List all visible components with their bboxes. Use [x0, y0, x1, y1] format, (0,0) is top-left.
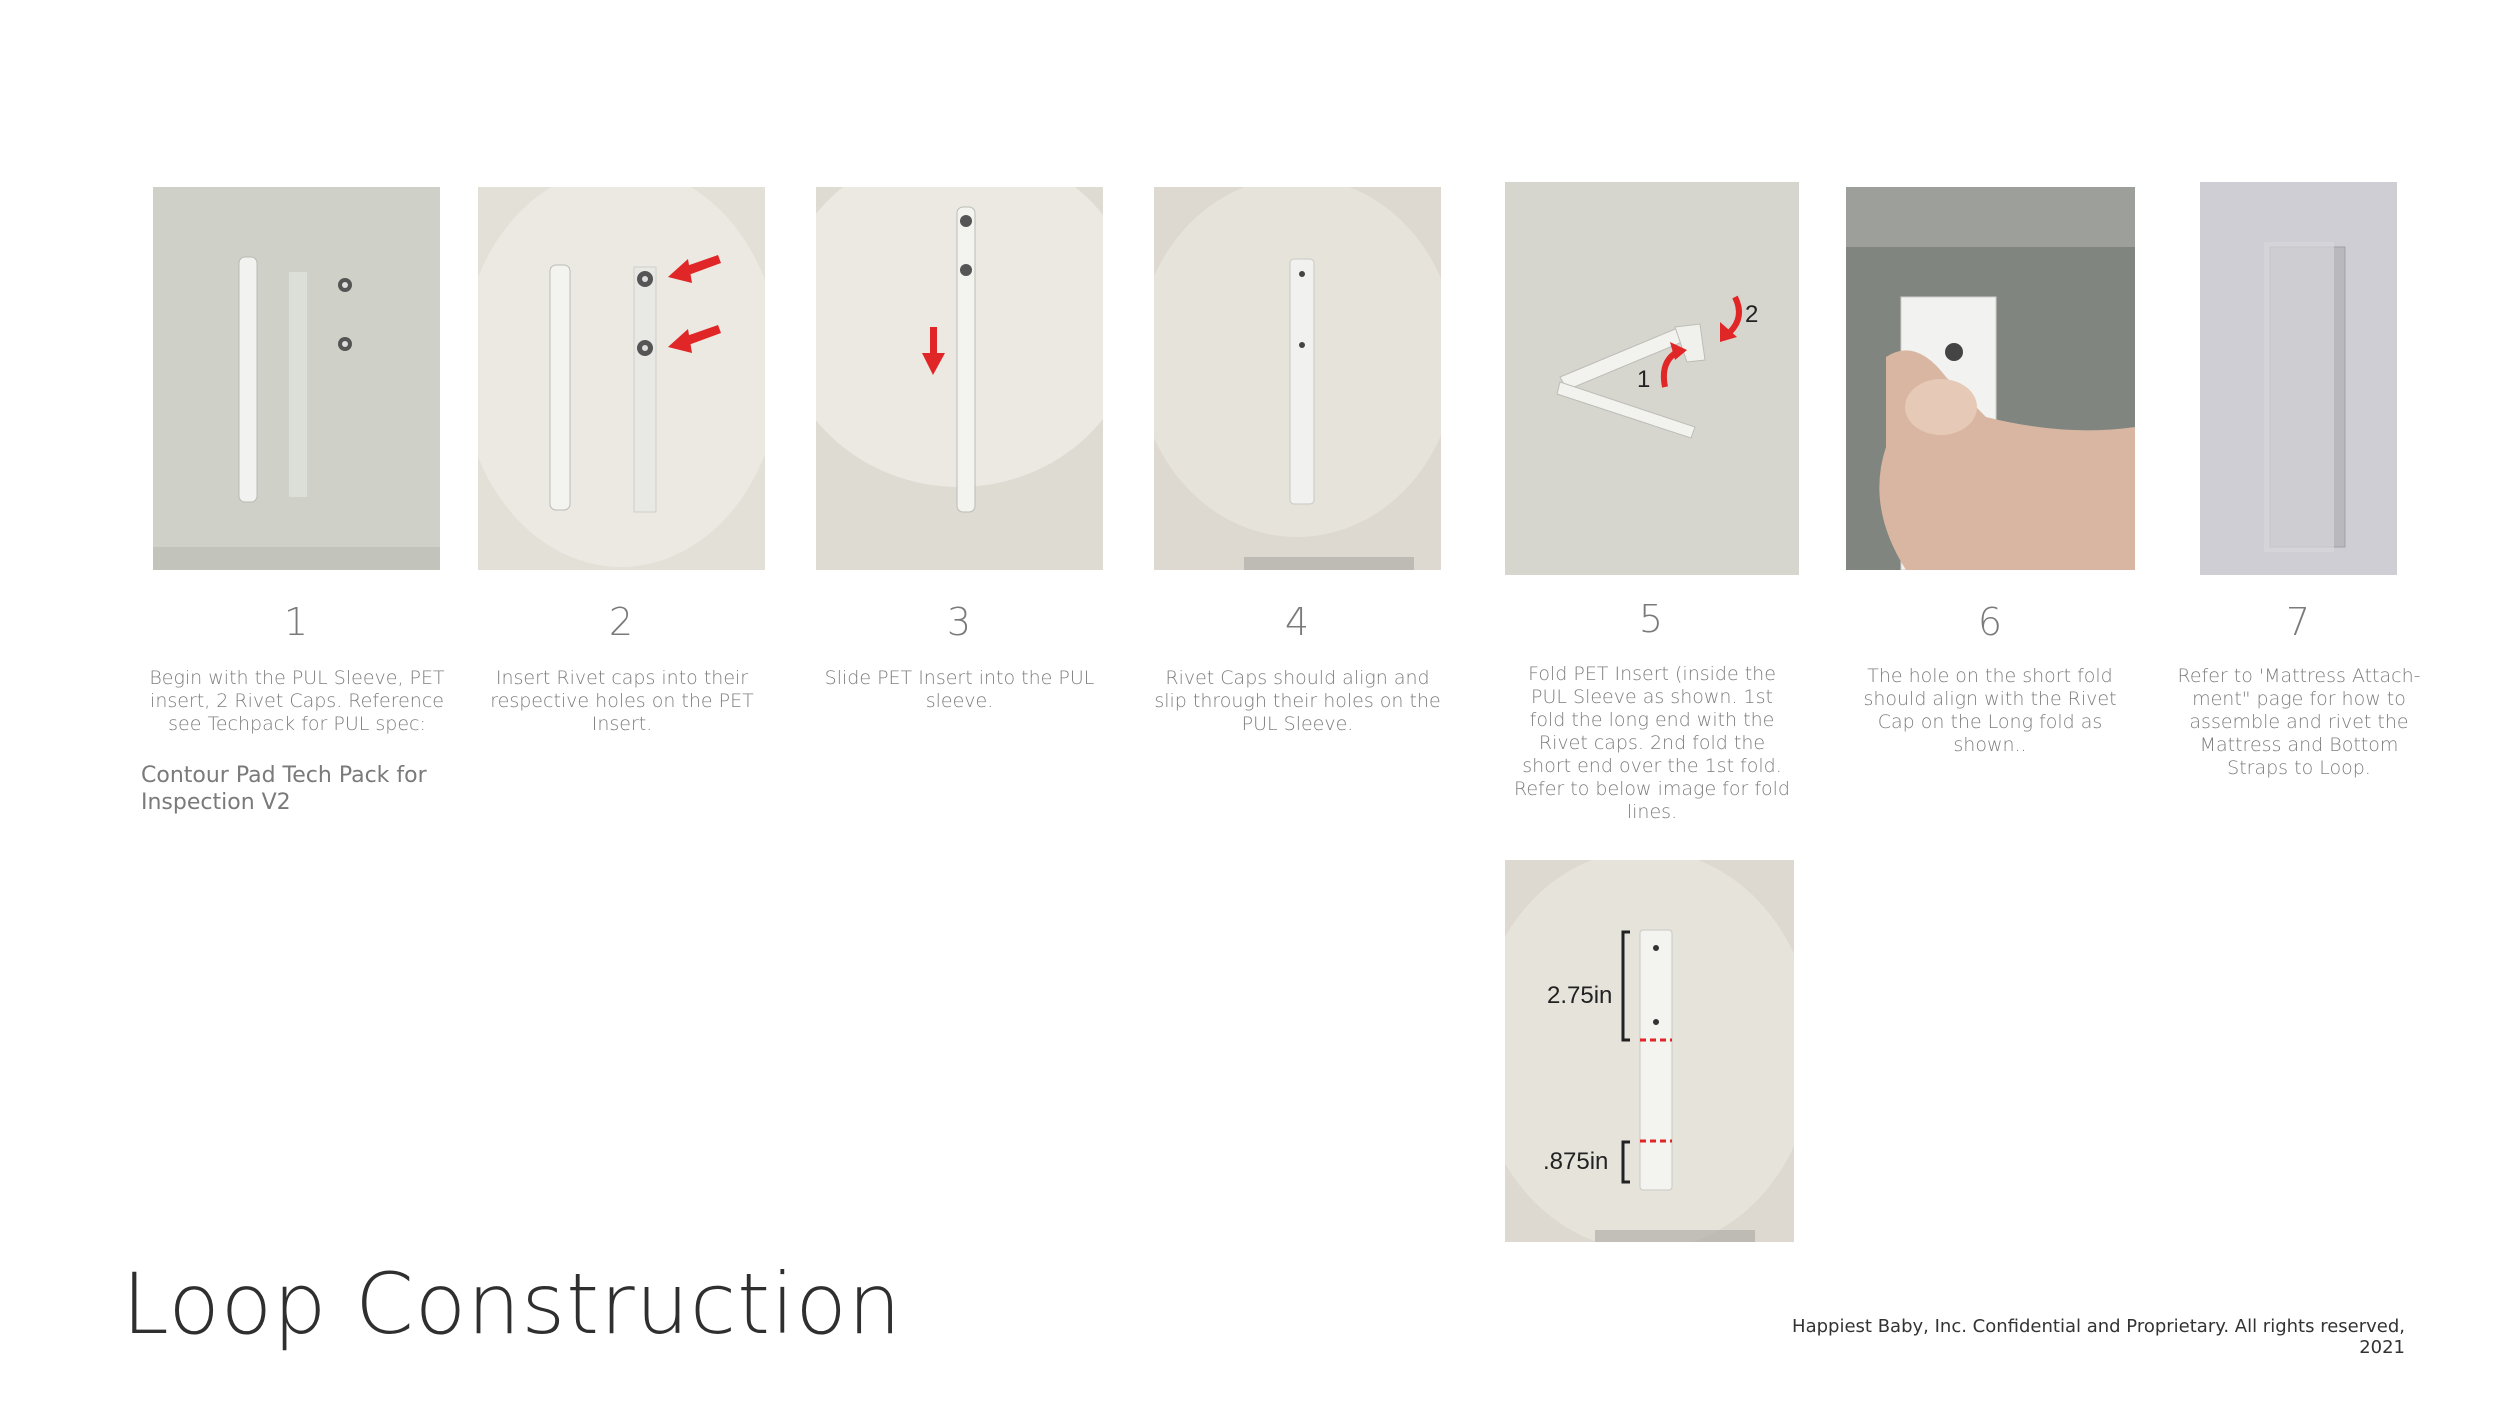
step-3-text: Slide PET Insert into the PUL sleeve.	[824, 667, 1095, 712]
step-6-number: 6	[1977, 600, 2003, 644]
step-3-number: 3	[946, 600, 972, 644]
fold-1-label: 1	[1637, 366, 1651, 393]
step-5-photo	[1505, 182, 1799, 575]
step-6-text: The hole on the short fold should align with the Rivet Cap on the Long fold as shown..	[1863, 665, 2117, 756]
step-3-photo	[816, 187, 1103, 570]
step-4-number: 4	[1284, 600, 1310, 644]
step-1-text: Begin with the PUL Sleeve, PET insert, 2 Rivet Caps. Reference see Techpack for PUL spec:	[149, 667, 445, 735]
step-2-text: Insert Rivet caps into their respective holes on the PET Insert.	[490, 667, 754, 735]
measure-short-label: .875in	[1543, 1148, 1609, 1175]
tech-pack-reference-link[interactable]: Contour Pad Tech Pack for Inspection V2	[141, 763, 427, 815]
page-title: Loop Construction	[122, 1255, 902, 1353]
step-5-number: 5	[1638, 597, 1664, 641]
step-2-photo	[478, 187, 765, 570]
step-7-number: 7	[2285, 600, 2311, 644]
step-2-number: 2	[608, 600, 634, 644]
step-1-photo	[153, 187, 440, 570]
step-1-number: 1	[283, 600, 309, 644]
step-4-photo	[1154, 187, 1441, 570]
fold-2-label: 2	[1745, 301, 1759, 328]
step-7-photo	[2200, 182, 2397, 575]
step-5-text: Fold PET Insert (inside the PUL Sleeve as shown. 1st fold the long end with the Rivet caps. 2nd fold the short end over the 1st fold. Refer to below image for fold lines.	[1514, 663, 1790, 823]
step-6-photo	[1846, 187, 2135, 570]
step-7-text: Refer to 'Mattress Attach-ment" page for how to assemble and rivet the Mattress and Bottom Straps to Loop.	[2177, 665, 2421, 779]
fold-lines-photo	[1505, 860, 1794, 1242]
step-4-text: Rivet Caps should align and slip through their holes on the PUL Sleeve.	[1154, 667, 1441, 735]
measure-long-label: 2.75in	[1547, 982, 1613, 1009]
footer-copyright: Happiest Baby, Inc. Confidential and Proprietary. All rights reserved, 2021	[1792, 1316, 2405, 1358]
